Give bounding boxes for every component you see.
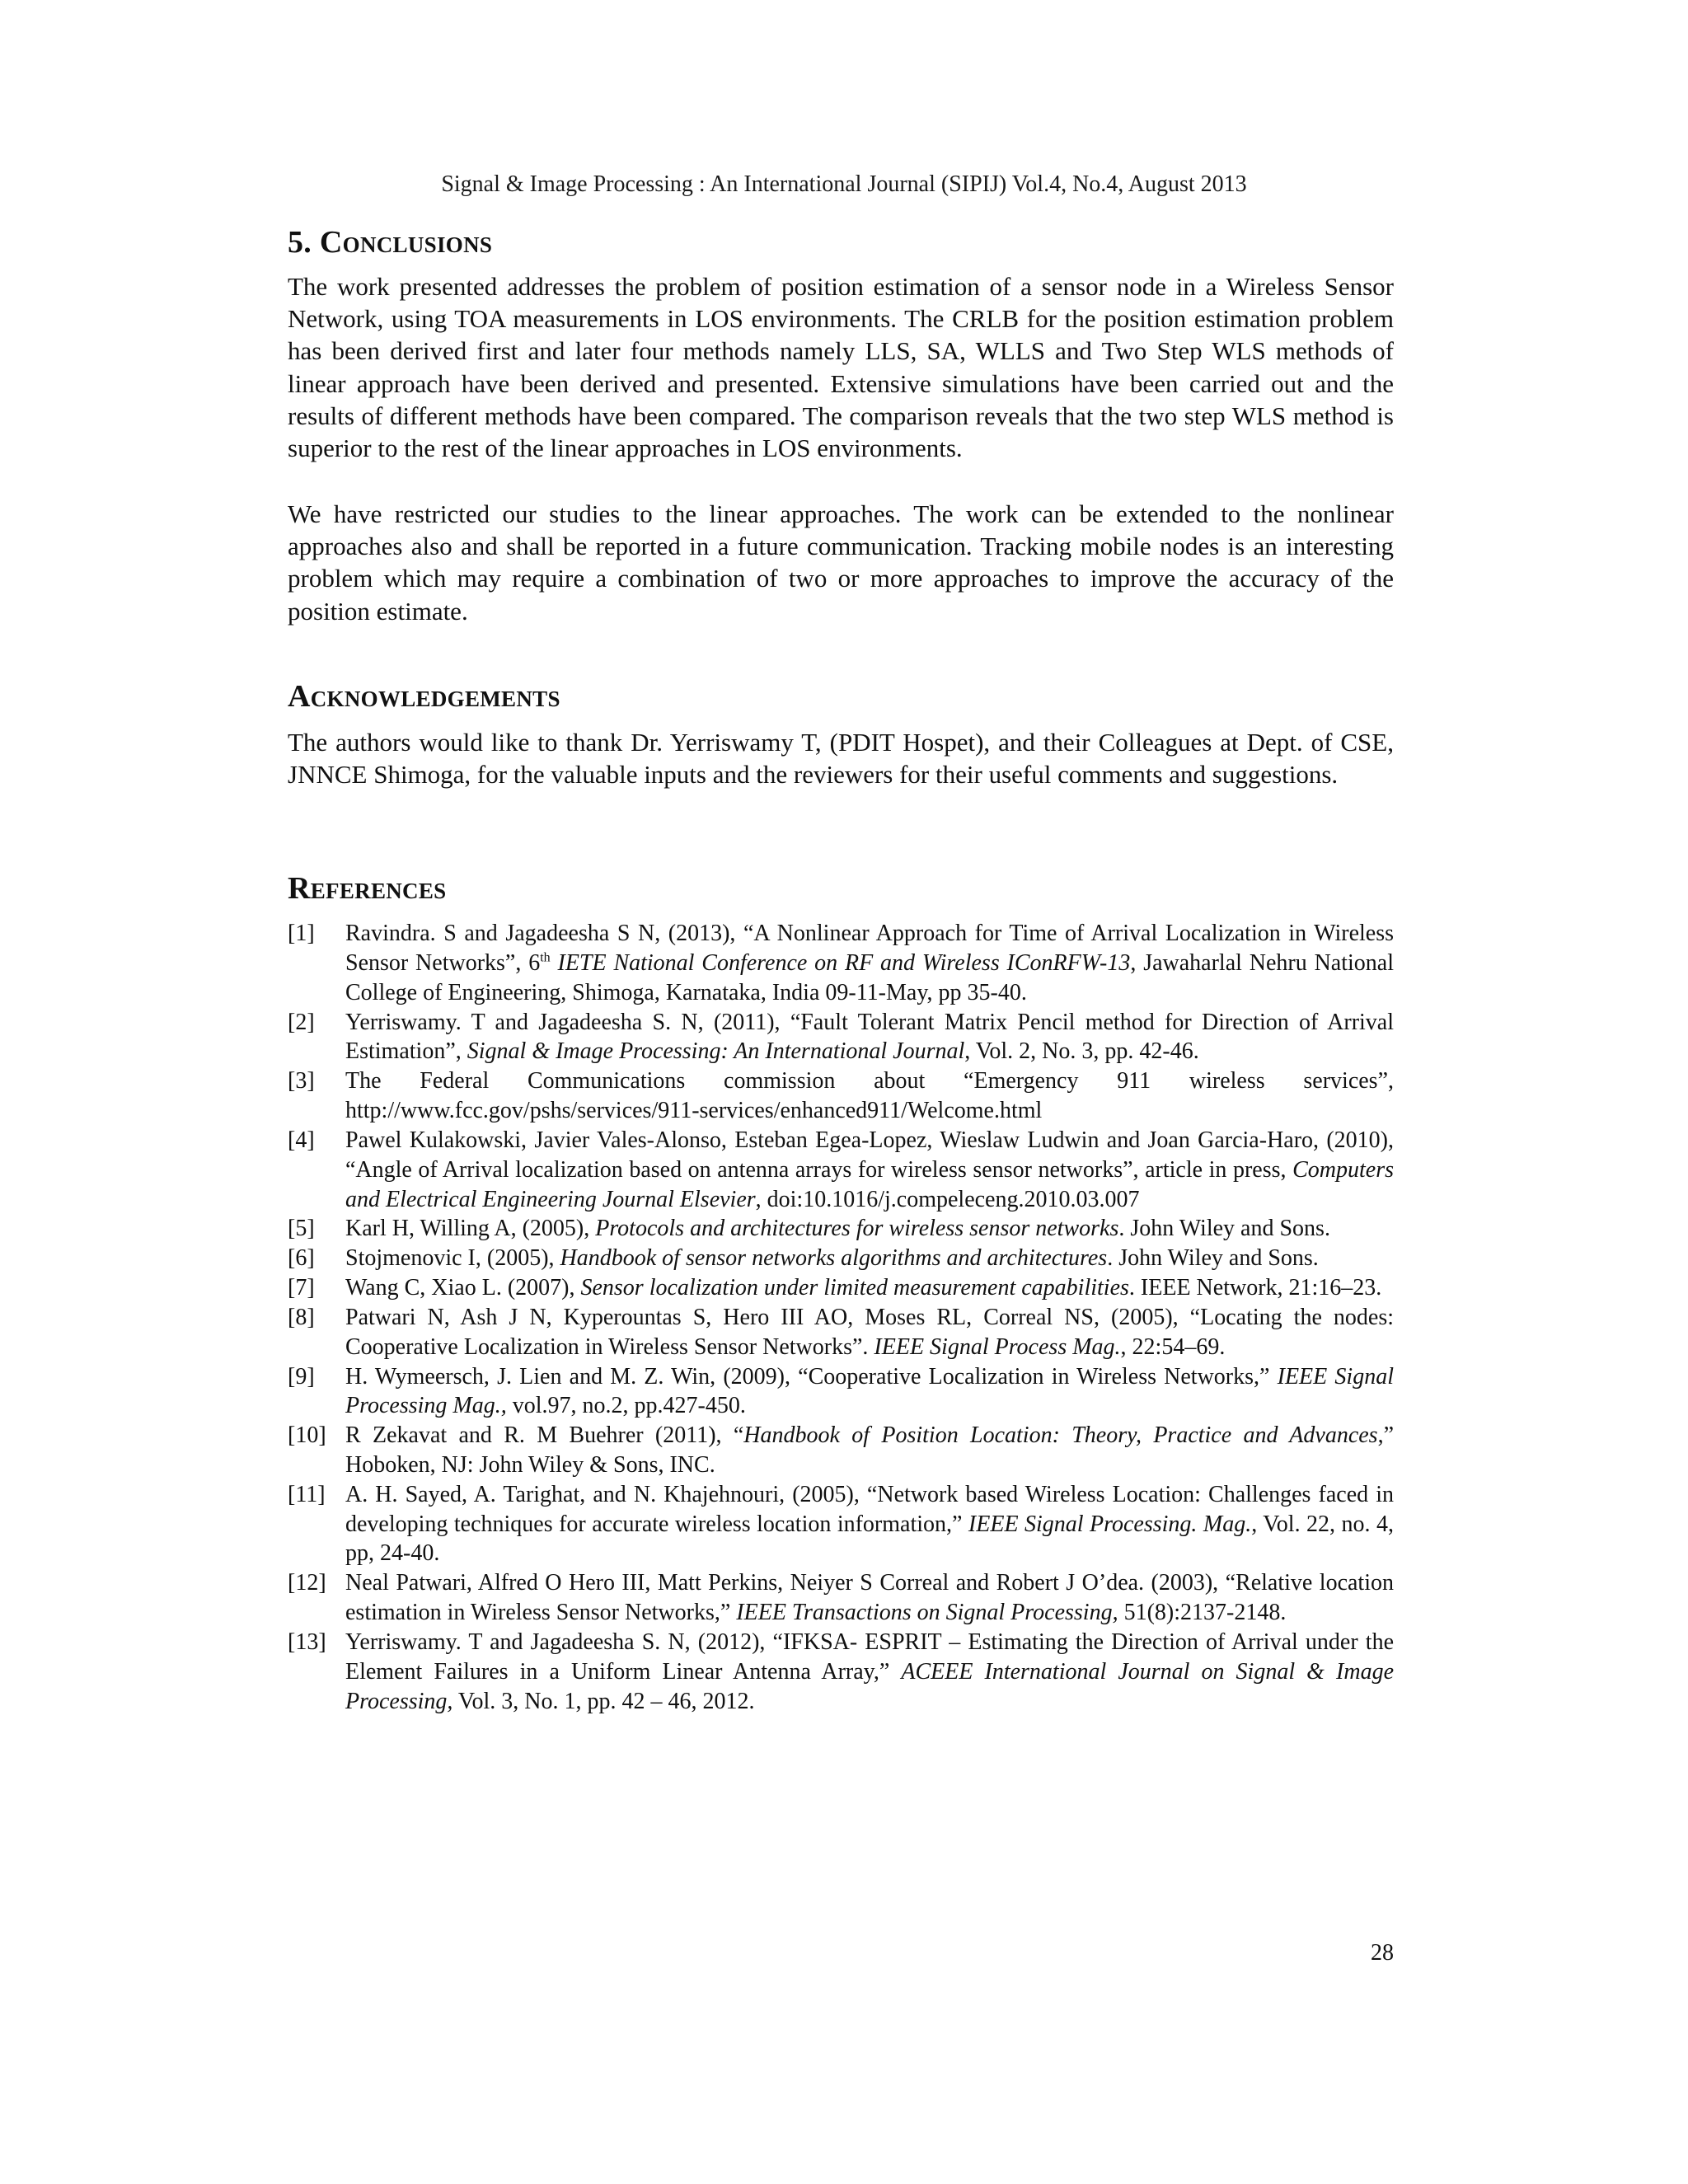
reference-item bbox=[288, 919, 1394, 1007]
reference-text bbox=[345, 1421, 1394, 1480]
reference-title: IEEE Signal Process Mag. bbox=[874, 1333, 1121, 1360]
reference-text bbox=[345, 1214, 1394, 1244]
reference-text bbox=[345, 1008, 1394, 1067]
reference-fragment: Stojmenovic I, (2005), bbox=[345, 1245, 560, 1272]
running-header: Signal & Image Processing : An International Journal (SIPIJ) Vol.4, No.4, August 2013 bbox=[441, 171, 1247, 197]
reference-fragment: th bbox=[540, 950, 551, 965]
reference-text bbox=[345, 1303, 1394, 1362]
reference-number: [6] bbox=[288, 1245, 315, 1272]
reference-fragment: . IEEE Network, 21:16–23. bbox=[1128, 1275, 1382, 1301]
reference-fragment: Patwari N, Ash J N, Kyperountas S, Hero III AO, Moses RL, Correal NS, (2005), “Locating the nodes: Cooperative Localization in Wireless Sensor Networks”. bbox=[345, 1304, 1394, 1360]
reference-fragment: Yerriswamy. T and Jagadeesha S. N, (2011), “Fault Tolerant Matrix Pencil method for Direction of Arrival Estimation”, bbox=[345, 1009, 1394, 1065]
reference-text bbox=[345, 1480, 1394, 1568]
reference-number: [1] bbox=[288, 921, 315, 947]
reference-title: Protocols and architectures for wireless sensor networks bbox=[595, 1216, 1119, 1242]
reference-item bbox=[288, 1628, 1394, 1716]
reference-text bbox=[345, 1066, 1394, 1126]
reference-fragment: , Vol. 22, no. 4, pp, 24-40. bbox=[345, 1511, 1395, 1567]
page-number: 28 bbox=[1371, 1940, 1394, 1966]
conclusions-heading: 5. Conclusions bbox=[288, 225, 493, 260]
reference-title: Computers and Electrical Engineering Journal Elsevier bbox=[345, 1156, 1394, 1212]
reference-fragment: Neal Patwari, Alfred O Hero III, Matt Perkins, Neiyer S Correal and Robert J O’dea. (2003), “Relative location estimation in Wireless Sensor Networks,” bbox=[345, 1570, 1394, 1626]
reference-item bbox=[288, 1244, 1394, 1273]
reference-number: [13] bbox=[288, 1629, 326, 1655]
reference-fragment bbox=[551, 950, 558, 976]
reference-item bbox=[288, 1480, 1394, 1568]
reference-number: [8] bbox=[288, 1304, 315, 1330]
conclusions-paragraph-1: The work presented addresses the problem of position estimation of a sensor node in a Wireless Sensor Network, using TOA measurements in LOS environments. The CRLB for the position estimation problem has been derived first and later four methods namely LLS, SA, WLLS and Two Step WLS methods of linear approach have been derived and presented. Extensive simulations have been carried out and the results of different methods have been compared. The comparison reveals that the two step WLS method is superior to the rest of the linear approaches in LOS environments. bbox=[288, 271, 1394, 463]
reference-text bbox=[345, 1273, 1394, 1303]
reference-number: [10] bbox=[288, 1422, 326, 1449]
reference-fragment: A. H. Sayed, A. Tarighat, and N. Khajehnouri, (2005), “Network based Wireless Location: Challenges faced in developing techniques for accurate wireless location information,” bbox=[345, 1481, 1394, 1537]
reference-title: IEEE Signal Processing. Mag. bbox=[968, 1511, 1252, 1537]
conclusions-section bbox=[288, 224, 1394, 627]
reference-text bbox=[345, 1362, 1394, 1422]
reference-fragment: The Federal Communications commission about “Emergency 911 wireless services”, http://www.fcc.gov/pshs/services/911-services/enhanced911/Welcome.html bbox=[345, 1068, 1394, 1124]
reference-number: [9] bbox=[288, 1363, 315, 1390]
reference-text bbox=[345, 1244, 1394, 1273]
reference-title: Handbook of sensor networks algorithms and architectures bbox=[560, 1245, 1108, 1272]
reference-text bbox=[345, 1628, 1394, 1716]
reference-item bbox=[288, 1008, 1394, 1067]
reference-title: IEEE Transactions on Signal Processing, bbox=[736, 1600, 1118, 1626]
reference-number: [5] bbox=[288, 1216, 315, 1242]
reference-item bbox=[288, 1273, 1394, 1303]
page-content bbox=[288, 224, 1394, 1716]
reference-fragment: ,” Hoboken, NJ: John Wiley & Sons, INC. bbox=[345, 1422, 1395, 1478]
references-list bbox=[288, 919, 1394, 1716]
references-section bbox=[288, 870, 1394, 1717]
acknowledgements-section bbox=[288, 678, 1394, 790]
reference-fragment: Karl H, Willing A, (2005), bbox=[345, 1216, 596, 1242]
acknowledgements-text: The authors would like to thank Dr. Yerriswamy T, (PDIT Hospet), and their Colleagues at Dept. of CSE, JNNCE Shimoga, for the valuable inputs and the reviewers for their useful comments and suggestions. bbox=[288, 727, 1394, 790]
reference-title: Sensor localization under limited measurement capabilities bbox=[580, 1275, 1129, 1301]
conclusions-paragraph-2: We have restricted our studies to the linear approaches. The work can be extended to the nonlinear approaches also and shall be reported in a future communication. Tracking mobile nodes is an interesting problem which may require a combination of two or more approaches to improve the accuracy of the position estimate. bbox=[288, 499, 1394, 626]
reference-number: [2] bbox=[288, 1009, 315, 1035]
reference-item bbox=[288, 1214, 1394, 1244]
reference-item bbox=[288, 1126, 1394, 1214]
reference-title: Handbook of Position Location: Theory, Practice and Advances bbox=[743, 1422, 1378, 1449]
reference-title: IETE National Conference on RF and Wireless IConRFW-13 bbox=[557, 949, 1131, 976]
reference-item bbox=[288, 1421, 1394, 1480]
reference-number: [4] bbox=[288, 1127, 315, 1153]
reference-title: Signal & Image Processing: An International Journal bbox=[467, 1038, 965, 1065]
reference-item bbox=[288, 1362, 1394, 1422]
reference-fragment: Pawel Kulakowski, Javier Vales-Alonso, Esteban Egea-Lopez, Wieslaw Ludwin and Joan Garcia-Haro, (2010), “Angle of Arrival localization based on antenna arrays for wireless sensor networks”, article in press, bbox=[345, 1127, 1394, 1183]
reference-number: [3] bbox=[288, 1068, 315, 1094]
reference-item bbox=[288, 1066, 1394, 1126]
reference-fragment: , doi:10.1016/j.compeleceng.2010.03.007 bbox=[755, 1186, 1140, 1212]
references-heading: References bbox=[288, 870, 447, 906]
reference-fragment: R Zekavat and R. M Buehrer (2011), “ bbox=[345, 1422, 744, 1449]
reference-number: [12] bbox=[288, 1570, 326, 1596]
reference-title: IEEE Signal Processing Mag., bbox=[345, 1363, 1394, 1419]
reference-text bbox=[345, 919, 1394, 1007]
reference-fragment: vol.97, no.2, pp.427-450. bbox=[506, 1393, 746, 1419]
reference-fragment: 51(8):2137-2148. bbox=[1118, 1600, 1287, 1626]
reference-item bbox=[288, 1303, 1394, 1362]
reference-item bbox=[288, 1568, 1394, 1628]
reference-fragment: Wang C, Xiao L. (2007), bbox=[345, 1275, 581, 1301]
reference-fragment: Yerriswamy. T and Jagadeesha S. N, (2012), “IFKSA- ESPRIT – Estimating the Direction of Arrival under the Element Failures in a Uniform Linear Antenna Array,” bbox=[345, 1629, 1394, 1685]
reference-fragment: , 22:54–69. bbox=[1120, 1333, 1226, 1360]
reference-title: ACEEE International Journal on Signal & Image Processing, bbox=[345, 1658, 1394, 1714]
acknowledgements-heading: Acknowledgements bbox=[288, 679, 560, 715]
reference-fragment: . John Wiley and Sons. bbox=[1118, 1216, 1330, 1242]
reference-fragment: , Jawaharlal Nehru National College of Engineering, Shimoga, Karnataka, India 09-11-May, pp 35-40. bbox=[345, 949, 1394, 1005]
reference-text bbox=[345, 1126, 1394, 1214]
reference-fragment: . John Wiley and Sons. bbox=[1107, 1245, 1319, 1272]
reference-fragment: Vol. 3, No. 1, pp. 42 – 46, 2012. bbox=[452, 1688, 755, 1714]
reference-fragment: , Vol. 2, No. 3, pp. 42-46. bbox=[964, 1038, 1199, 1065]
reference-number: [11] bbox=[288, 1481, 326, 1507]
reference-fragment: H. Wymeersch, J. Lien and M. Z. Win, (2009), “Cooperative Localization in Wireless Networks,” bbox=[345, 1363, 1278, 1390]
reference-number: [7] bbox=[288, 1275, 315, 1301]
reference-fragment: Ravindra. S and Jagadeesha S N, (2013), “A Nonlinear Approach for Time of Arrival Localization in Wireless Sensor Networks”, 6 bbox=[345, 921, 1394, 976]
reference-text bbox=[345, 1568, 1394, 1628]
